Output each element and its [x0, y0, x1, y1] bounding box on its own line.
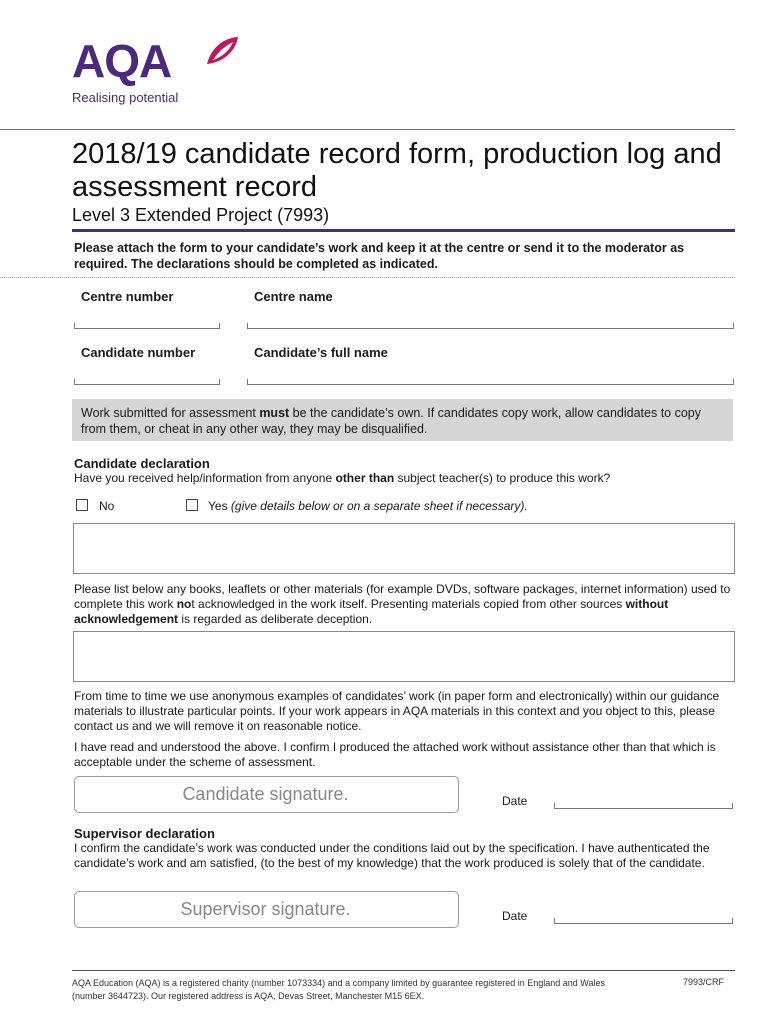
- candidate-declaration-heading: Candidate declaration: [74, 456, 210, 471]
- supervisor-date-field[interactable]: [554, 923, 733, 924]
- field-tick: [219, 323, 220, 328]
- field-tick: [554, 918, 555, 923]
- field-tick: [554, 803, 555, 808]
- confirm-text: I have read and understood the above. I confirm I produced the attached work without assistance other than that which is acceptable under the scheme of assessment.: [74, 740, 716, 769]
- candidate-full-name-label: Candidate’s full name: [254, 345, 388, 360]
- materials-box[interactable]: [73, 631, 735, 682]
- yes-checkbox[interactable]: [186, 499, 198, 511]
- candidate-number-field[interactable]: [74, 384, 220, 385]
- header-rule: [0, 129, 735, 130]
- candidate-signature-placeholder: Candidate signature.: [182, 784, 349, 804]
- page-subtitle: Level 3 Extended Project (7993): [72, 205, 330, 225]
- form-code: 7993/CRF: [683, 977, 725, 987]
- field-tick: [247, 379, 248, 384]
- field-tick: [733, 379, 734, 384]
- help-details-box[interactable]: [73, 523, 735, 574]
- candidate-full-name-field[interactable]: [247, 384, 734, 385]
- aqa-logo-mark-icon: [203, 34, 241, 68]
- field-tick: [219, 379, 220, 384]
- divider: [0, 277, 735, 278]
- anonymous-use-text: From time to time we use anonymous examples of candidates’ work (in paper form and electronically) within our guidance materials to illustrate particular points. If your work appears in AQA materials in this context and you object to this, please contact us and we will remove it on reasonable notice.: [74, 689, 720, 733]
- candidate-date-label: Date: [502, 794, 528, 808]
- yes-label: Yes (give details below or on a separate sheet if necessary).: [208, 499, 528, 513]
- aqa-logo: AQA: [72, 35, 172, 87]
- instructions: Please attach the form to your candidate’s work and keep it at the centre or send it to the moderator as required. The declarations should be completed as indicated.: [74, 241, 685, 271]
- footer-rule: [72, 970, 735, 971]
- supervisor-signature-placeholder: Supervisor signature.: [180, 899, 351, 919]
- materials-text: Please list below any books, leaflets or other materials (for example DVDs, software packages, internet information) used to complete this work not acknowledged in the work itself. Presenting materials copied from other sources without acknowledgement is regarded as deliberate deception.: [74, 582, 731, 626]
- logo-tagline: Realising potential: [72, 90, 179, 105]
- field-tick: [247, 323, 248, 328]
- help-question: Have you received help/information from anyone other than subject teacher(s) to produce this work?: [74, 471, 611, 485]
- centre-name-label: Centre name: [254, 289, 333, 304]
- supervisor-text: I confirm the candidate’s work was conducted under the conditions laid out by the specification. I have authenticated the candidate’s work and am satisfied, (to the best of my knowledge) that the work produced is solely that of the candidate.: [74, 841, 710, 870]
- footer-text: AQA Education (AQA) is a registered charity (number 1073334) and a company limited by guarantee registered in England and Wales (number 3644723). Our registered address is AQA, Devas Street, Manchester M15 6EX.: [72, 978, 605, 1001]
- field-tick: [733, 323, 734, 328]
- field-tick: [732, 918, 733, 923]
- no-label: No: [99, 499, 115, 513]
- field-tick: [74, 323, 75, 328]
- candidate-date-field[interactable]: [554, 808, 733, 809]
- centre-name-field[interactable]: [247, 328, 734, 329]
- warning-text: Work submitted for assessment must be the candidate’s own. If candidates copy work, allow candidates to copy from them, or cheat in any other way, they may be disqualified.: [81, 406, 702, 436]
- supervisor-declaration-heading: Supervisor declaration: [74, 826, 215, 841]
- no-checkbox[interactable]: [76, 499, 88, 511]
- title-rule: [72, 229, 735, 232]
- supervisor-date-label: Date: [502, 909, 528, 923]
- centre-number-label: Centre number: [81, 289, 174, 304]
- centre-number-field[interactable]: [74, 328, 220, 329]
- candidate-number-label: Candidate number: [81, 345, 196, 360]
- page-title: 2018/19 candidate record form, production log and assessment record: [72, 138, 722, 203]
- field-tick: [732, 803, 733, 808]
- field-tick: [74, 379, 75, 384]
